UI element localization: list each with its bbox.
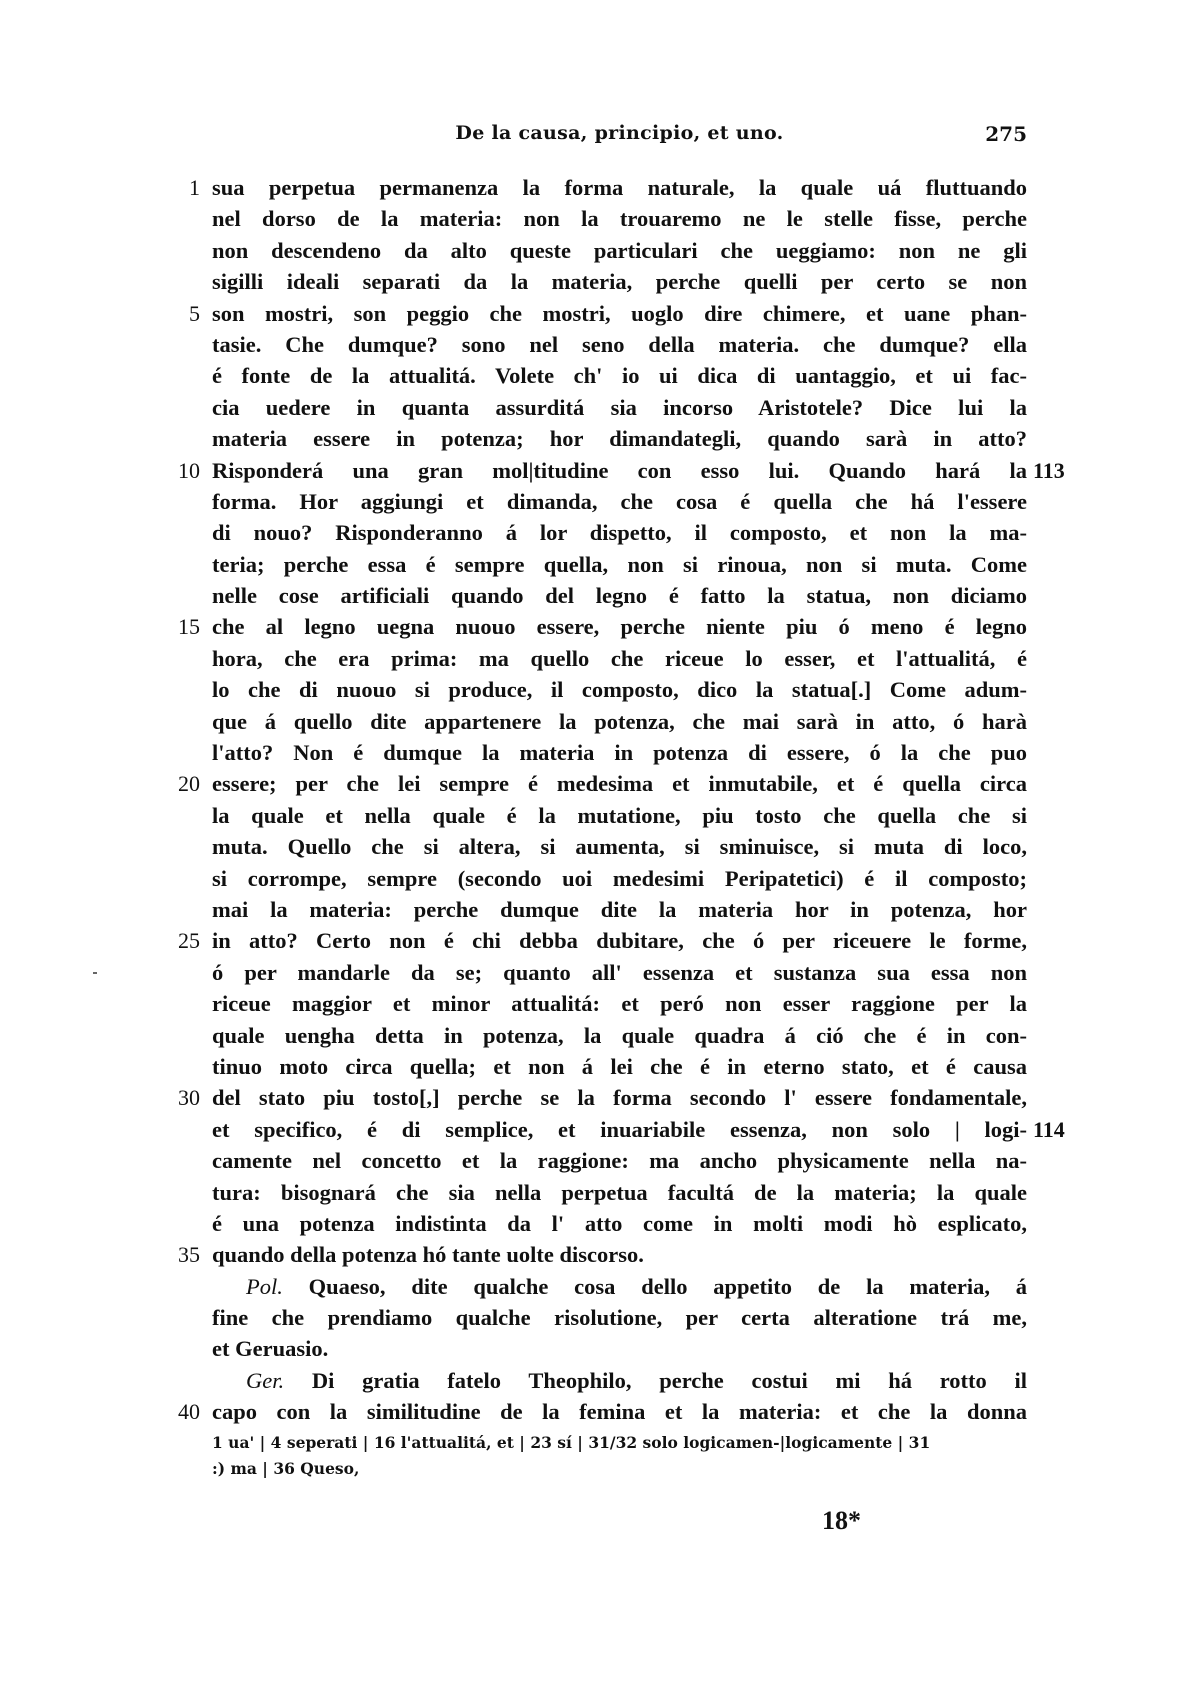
text-line	[189, 298, 1027, 329]
line-text: materia essere in potenza; hor dimandategli, quando sarà in atto?	[212, 426, 1027, 452]
line-text: la quale et nella quale é la mutatione, piu tosto che quella che si	[212, 802, 1027, 828]
text-line	[212, 1302, 1027, 1333]
line-text: tasie. Che dumque? sono nel seno della materia. che dumque? ella	[212, 331, 1027, 357]
text-line	[178, 611, 1027, 642]
speaker-label: Ger.	[246, 1367, 285, 1393]
text-line	[212, 863, 1027, 894]
scan-speck	[93, 972, 97, 974]
text-line	[212, 580, 1027, 611]
line-text: essere; per che lei sempre é medesima et inmutabile, et é quella circa	[212, 771, 1027, 797]
text-line	[212, 988, 1027, 1019]
line-number: 30	[178, 1085, 200, 1111]
footnotes	[212, 1430, 1027, 1482]
margin-reference: 114	[1033, 1116, 1065, 1142]
line-text: fine che prendiamo qualche risolutione, per certa alteratione trá me,	[212, 1305, 1027, 1331]
line-number: 1	[189, 175, 200, 200]
line-text: riceue maggior et minor attualitá: et peró non esser raggione per la	[212, 991, 1027, 1017]
text-line	[212, 674, 1027, 705]
text-line	[212, 643, 1027, 674]
text-line	[212, 1114, 1065, 1145]
text-line	[212, 1051, 1027, 1082]
text-line	[212, 1177, 1027, 1208]
text-line	[212, 1020, 1027, 1051]
line-text: che al legno uegna nuouo essere, perche niente piu ó meno é legno	[212, 614, 1027, 640]
line-text: cia uedere in quanta assurditá sia incorso Aristotele? Dice lui la	[212, 394, 1027, 420]
text-line	[212, 1145, 1027, 1176]
line-text: muta. Quello che si altera, si aumenta, si sminuisce, si muta di loco,	[212, 834, 1027, 860]
text-line	[212, 392, 1027, 423]
line-text: di nouo? Risponderanno á lor dispetto, il composto, et non la ma-	[212, 520, 1027, 546]
text-line	[212, 203, 1027, 234]
text-line	[212, 800, 1027, 831]
line-text: hora, che era prima: ma quello che riceue lo esser, et l'attualitá, é	[212, 645, 1027, 671]
speaker-label: Pol.	[246, 1273, 283, 1299]
text-line	[178, 455, 1065, 486]
line-text: non descendeno da alto queste particulari che ueggiamo: non ne gli	[212, 237, 1027, 263]
line-text: quando della potenza hó tante uolte discorso.	[212, 1242, 644, 1268]
text-line	[178, 925, 1027, 956]
text-line	[212, 894, 1027, 925]
line-number: 5	[189, 300, 200, 326]
line-text: nelle cose artificiali quando del legno é fatto la statua, non diciamo	[212, 583, 1027, 609]
line-text: Risponderá una gran mol|titudine con esso lui. Quando hará la	[212, 457, 1027, 483]
footnote-line: 1 ua' | 4 seperati | 16 l'attualitá, et | 23 sí | 31/32 solo logicamen-|logicamente | 31	[212, 1433, 931, 1452]
line-text: é una potenza indistinta da l' atto come in molti modi hò esplicato,	[212, 1210, 1027, 1236]
text-line	[212, 1333, 1027, 1364]
running-header	[212, 122, 1027, 154]
text-line	[212, 517, 1027, 548]
line-text: Di gratia fatelo Theophilo, perche costui mi há rotto il	[311, 1367, 1027, 1393]
text-line	[178, 768, 1027, 799]
line-number: 35	[178, 1242, 200, 1268]
footnote-line: :) ma | 36 Queso,	[212, 1459, 360, 1478]
text-line	[212, 266, 1027, 297]
line-text: capo con la similitudine de la femina et la materia: et che la donna	[212, 1399, 1027, 1425]
header-title: De la causa, principio, et uno.	[455, 122, 784, 144]
text-line	[178, 1239, 1027, 1270]
line-text: Quaeso, dite qualche cosa dello appetito de la materia, á	[308, 1273, 1027, 1299]
text-line	[178, 1396, 1027, 1427]
text-line	[212, 423, 1027, 454]
line-text: é fonte de la attualitá. Volete ch' io ui dica di uantaggio, et ui fac-	[212, 363, 1027, 389]
line-number: 20	[178, 771, 200, 797]
line-text: mai la materia: perche dumque dite la materia hor in potenza, hor	[212, 896, 1027, 922]
text-line	[212, 549, 1027, 580]
text-line	[212, 486, 1027, 517]
line-text: camente nel concetto et la raggione: ma ancho physicamente nella na-	[212, 1148, 1027, 1174]
text-line	[212, 1271, 1027, 1302]
line-number: 25	[178, 928, 200, 954]
line-number: 40	[178, 1399, 200, 1425]
body-text	[178, 172, 1065, 1428]
margin-reference: 113	[1033, 457, 1065, 483]
text-line	[212, 235, 1027, 266]
line-text: lo che di nuouo si produce, il composto, dico la statua[.] Come adum-	[212, 677, 1027, 703]
line-text: l'atto? Non é dumque la materia in potenza di essere, ó la che puo	[212, 740, 1027, 766]
text-line	[189, 172, 1027, 203]
line-text: teria; perche essa é sempre quella, non si rinoua, non si muta. Come	[212, 551, 1027, 577]
line-text: ó per mandarle da se; quanto all' essenza et sustanza sua essa non	[212, 959, 1027, 985]
line-text: que á quello dite appartenere la potenza, che mai sarà in atto, ó harà	[212, 708, 1027, 734]
line-number: 15	[178, 614, 200, 640]
line-text: et Geruasio.	[212, 1336, 329, 1362]
text-line	[212, 1208, 1027, 1239]
text-line	[212, 329, 1027, 360]
text-line	[178, 1082, 1027, 1113]
text-line	[212, 360, 1027, 391]
line-text: tura: bisognará che sia nella perpetua facultá de la materia; la quale	[212, 1179, 1027, 1205]
text-line	[212, 831, 1027, 862]
line-number: 10	[178, 457, 200, 483]
text-line	[212, 957, 1027, 988]
line-text: sigilli ideali separati da la materia, perche quelli per certo se non	[212, 269, 1027, 295]
line-text: son mostri, son peggio che mostri, uoglo dire chimere, et uane phan-	[212, 300, 1027, 326]
line-text: del stato piu tosto[,] perche se la forma secondo l' essere fondamentale,	[212, 1085, 1027, 1111]
sheet-signature: 18*	[822, 1506, 861, 1535]
page-number: 275	[985, 122, 1027, 146]
line-text: tinuo moto circa quella; et non á lei che é in eterno stato, et é causa	[212, 1053, 1027, 1079]
text-line	[212, 1365, 1027, 1396]
line-text: sua perpetua permanenza la forma naturale, la quale uá fluttuando	[212, 175, 1027, 200]
line-text: nel dorso de la materia: non la trouaremo ne le stelle fisse, perche	[212, 206, 1027, 232]
line-text: si corrompe, sempre (secondo uoi medesimi Peripatetici) é il composto;	[212, 865, 1027, 891]
line-text: quale uengha detta in potenza, la quale quadra á ció che é in con-	[212, 1022, 1027, 1048]
line-text: in atto? Certo non é chi debba dubitare, che ó per riceuere le forme,	[212, 928, 1027, 954]
line-text: et specifico, é di semplice, et inuariabile essenza, non solo | logi-	[212, 1116, 1027, 1142]
text-line	[212, 737, 1027, 768]
line-text: forma. Hor aggiungi et dimanda, che cosa é quella che há l'essere	[212, 488, 1027, 514]
text-line	[212, 706, 1027, 737]
